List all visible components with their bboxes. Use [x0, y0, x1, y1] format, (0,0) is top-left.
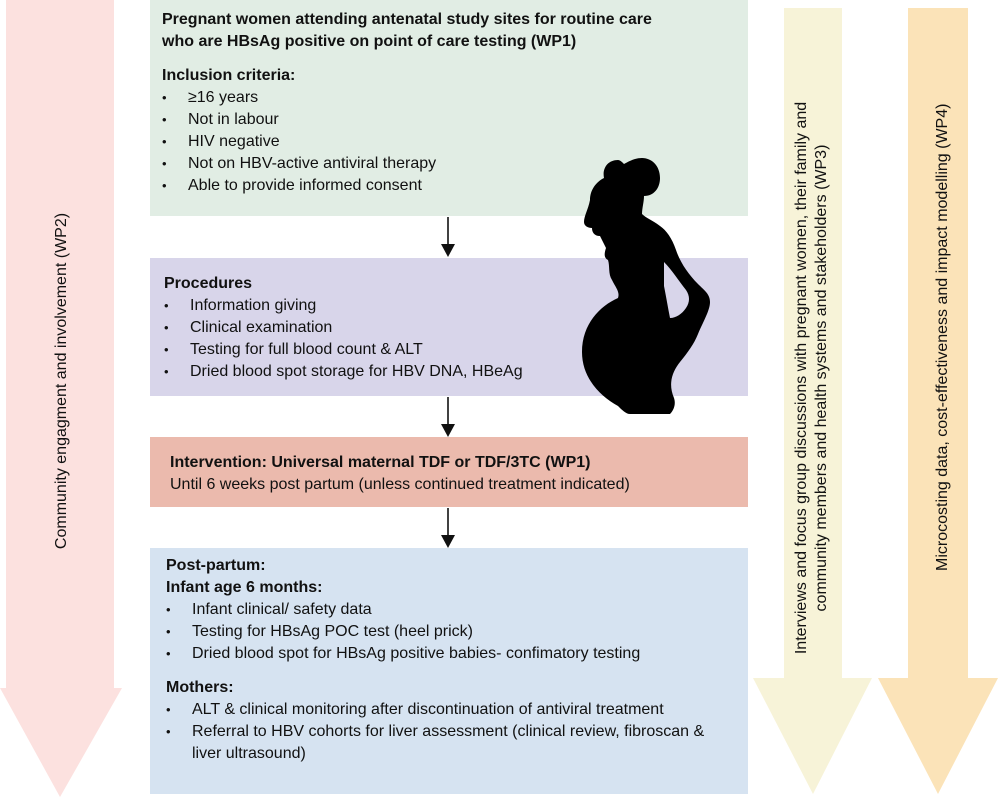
list-item: • HIV negative: [162, 131, 736, 153]
post-partum-heading: Post-partum:: [166, 557, 266, 574]
down-arrow-icon: [441, 397, 455, 437]
wp4-label: Microcosting data, cost-effectiveness and impact modelling (WP4): [934, 103, 951, 571]
list-item: • Testing for full blood count & ALT: [164, 339, 736, 361]
inclusion-box-title-line2: who are HBsAg positive on point of care testing (WP1): [162, 33, 577, 50]
list-item: • Referral to HBV cohorts for liver assessment (clinical review, fibroscan & liver ultrasound): [166, 721, 736, 765]
list-item: • Dried blood spot for HBsAg positive babies- confimatory testing: [166, 643, 736, 665]
list-item: • Clinical examination: [164, 317, 736, 339]
list-item: • ALT & clinical monitoring after discontinuation of antiviral treatment: [166, 699, 736, 721]
procedures-heading: Procedures: [164, 275, 253, 292]
list-item: • Testing for HBsAg POC test (heel prick): [166, 621, 736, 643]
list-item: • Dried blood spot storage for HBV DNA, HBeAg: [164, 361, 736, 383]
list-item: • Able to provide informed consent: [162, 175, 736, 197]
wp3-label-line2: community members and health systems and stakeholders (WP3): [813, 144, 830, 612]
inclusion-criteria-heading: Inclusion criteria:: [162, 67, 296, 84]
list-item: • Not in labour: [162, 109, 736, 131]
intervention-subtitle: Until 6 weeks post partum (unless continued treatment indicated): [170, 476, 630, 493]
down-arrow-icon: [441, 508, 455, 548]
list-item: • Not on HBV-active antiviral therapy: [162, 153, 736, 175]
wp3-label-line1: Interviews and focus group discussions with pregnant women, their family and: [793, 101, 810, 655]
intervention-title: Intervention: Universal maternal TDF or TDF/3TC (WP1): [170, 454, 591, 471]
wp2-label: Community engagment and involvement (WP2): [53, 212, 70, 550]
inclusion-box-title-line1: Pregnant women attending antenatal study sites for routine care: [162, 11, 652, 28]
down-arrow-icon: [441, 217, 455, 257]
list-item: • Infant clinical/ safety data: [166, 599, 736, 621]
pregnant-woman-silhouette-icon: [560, 158, 720, 416]
list-item: • Information giving: [164, 295, 736, 317]
mothers-heading: Mothers:: [166, 679, 234, 696]
infant-heading: Infant age 6 months:: [166, 579, 323, 596]
list-item: • ≥16 years: [162, 87, 736, 109]
